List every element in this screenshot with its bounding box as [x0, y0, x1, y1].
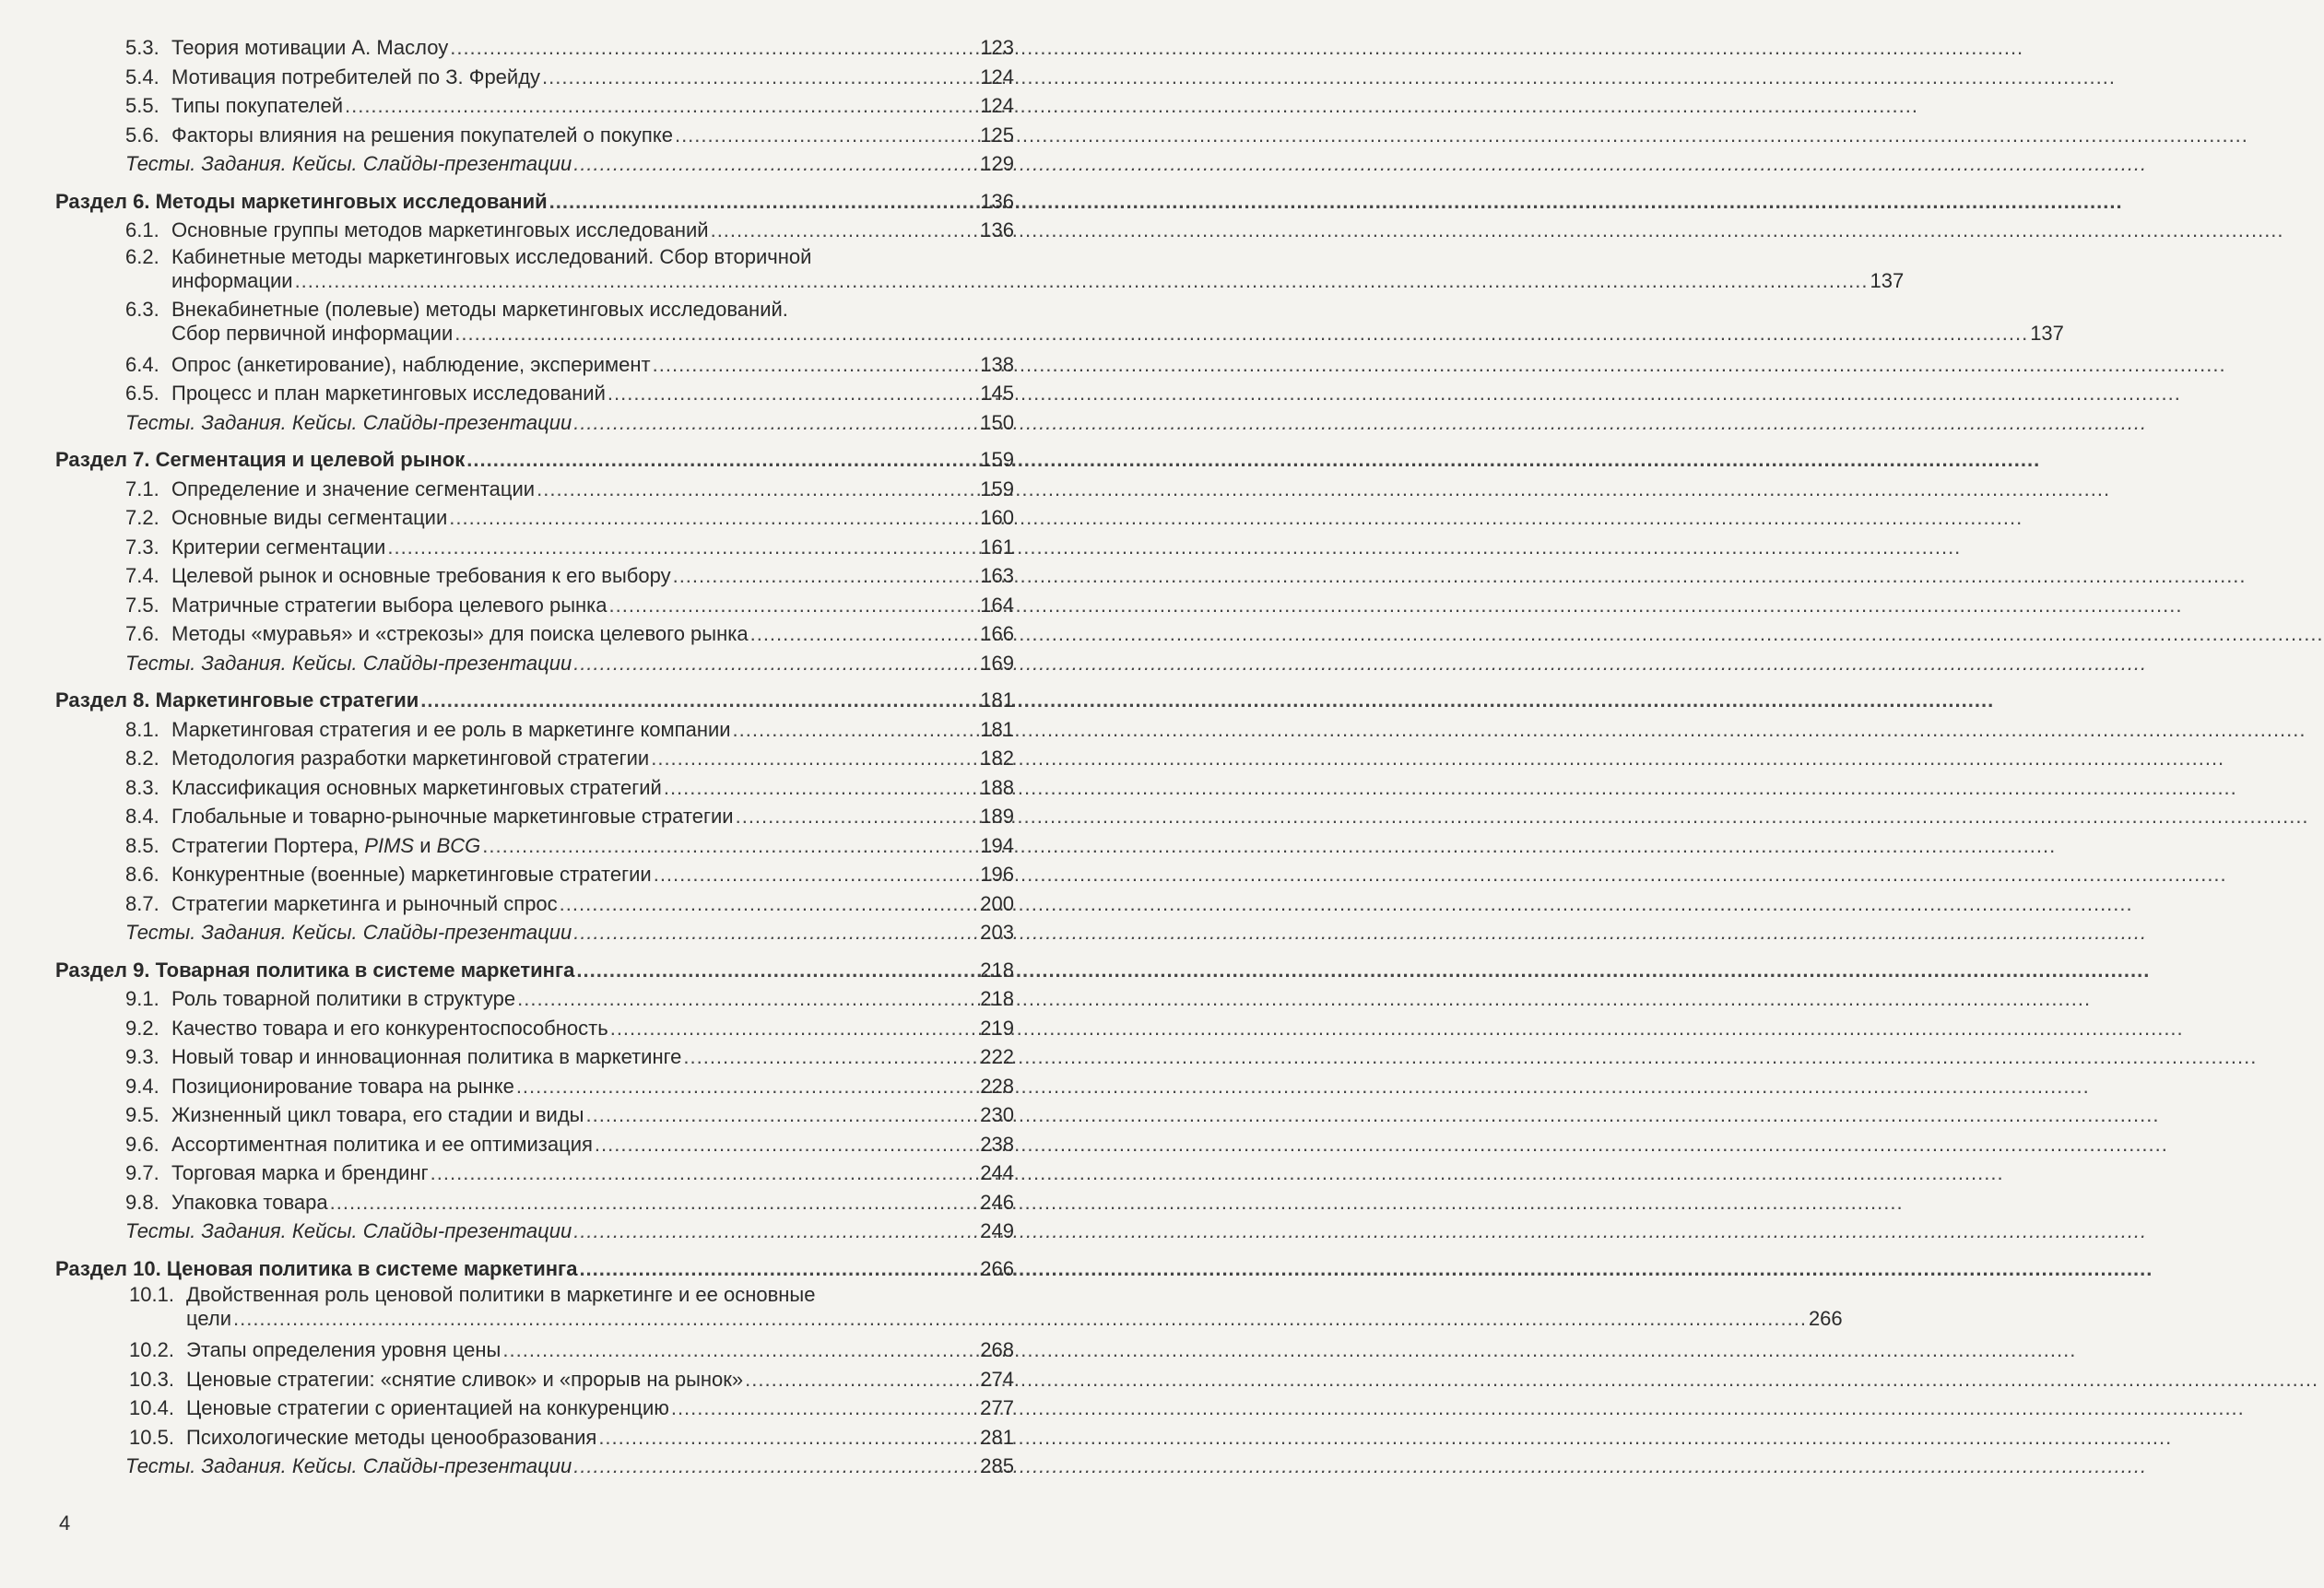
toc-entry	[55, 1159, 1014, 1188]
entry-title-line1: Внекабинетные (полевые) методы маркетинговых исследований.	[171, 297, 788, 321]
entry-number: 9.6.	[125, 1132, 159, 1156]
entry-title: Раздел 9. Товарная политика в системе маркетинга	[55, 958, 575, 982]
entry-page: 181	[980, 717, 1014, 741]
entry-number: 7.1.	[125, 476, 159, 500]
dot-leader	[387, 533, 978, 562]
entry-title: Раздел 10. Ценовая политика в системе маркетинга	[55, 1256, 578, 1280]
dot-leader	[673, 561, 979, 591]
entry-number: 7.2.	[125, 506, 159, 529]
entry-title: Упаковка товара	[171, 1190, 328, 1214]
entry-number: 9.3.	[125, 1045, 159, 1068]
entry-page: 164	[980, 593, 1014, 617]
entry-number: 9.8.	[125, 1190, 159, 1214]
dot-leader	[573, 408, 978, 438]
entry-page: 136	[980, 189, 1014, 213]
toc-entry	[55, 744, 1014, 773]
dot-leader	[579, 1254, 978, 1284]
entry-title: Мотивация потребителей по З. Фрейду	[171, 65, 541, 88]
entry-number: 9.7.	[125, 1161, 159, 1184]
toc-entry	[55, 889, 1014, 919]
entry-number: 10.3.	[129, 1367, 174, 1391]
entry-title: Основные виды сегментации	[171, 506, 448, 529]
entry-number: 7.4.	[125, 564, 159, 587]
entry-title: Матричные стратегии выбора целевого рынка	[171, 593, 608, 617]
entry-number: 8.4.	[125, 805, 159, 828]
toc-tests	[55, 408, 1014, 438]
toc-section	[55, 187, 1014, 217]
toc-entry	[55, 216, 1014, 245]
entry-page: 249	[980, 1219, 1014, 1242]
dot-leader	[608, 379, 978, 408]
entry-page: 181	[980, 688, 1014, 712]
entry-number: 9.5.	[125, 1103, 159, 1126]
entry-title: Ценовые стратегии с ориентацией на конкуренцию	[186, 1396, 669, 1419]
toc-entry	[55, 802, 1014, 831]
entry-page: 163	[980, 564, 1014, 587]
dot-leader	[675, 121, 978, 150]
entry-page: 189	[980, 805, 1014, 828]
entry-title-line1: Двойственная роль ценовой политики в маркетинге и ее основные	[186, 1283, 816, 1306]
entry-number: 8.1.	[125, 717, 159, 741]
toc-entry	[55, 33, 1014, 63]
entry-page: 277	[980, 1396, 1014, 1419]
toc-entry	[55, 773, 1014, 803]
dot-leader	[651, 744, 978, 773]
entry-page: 222	[980, 1045, 1014, 1068]
entry-title: Определение и значение сегментации	[171, 476, 536, 500]
entry-title-line2: информации	[171, 268, 293, 292]
entry-page: 182	[980, 747, 1014, 770]
toc-entry	[55, 533, 1014, 562]
dot-leader	[736, 802, 979, 831]
entry-number: 10.5.	[129, 1425, 174, 1449]
entry-title: Факторы влияния на решения покупателей о покупке	[171, 123, 673, 147]
entry-page: 159	[980, 448, 1014, 471]
entry-page: 188	[980, 775, 1014, 799]
dot-leader	[233, 1307, 1807, 1331]
entry-title: Опрос (анкетирование), наблюдение, эксперимент	[171, 352, 651, 376]
toc-tests	[55, 1452, 1014, 1481]
entry-number: 8.3.	[125, 775, 159, 799]
toc-entry	[55, 1014, 1014, 1043]
page-number: 4	[59, 1512, 71, 1535]
entry-title: Тесты. Задания. Кейсы. Слайды-презентации	[125, 152, 572, 175]
toc-entry	[55, 1188, 1014, 1217]
entry-title: Целевой рынок и основные требования к его выбору	[171, 564, 671, 587]
toc-entry	[55, 1423, 1014, 1453]
entry-title: Маркетинговая стратегия и ее роль в маркетинге компании	[171, 717, 731, 741]
toc-entry	[55, 1100, 1014, 1130]
entry-title: Тесты. Задания. Кейсы. Слайды-презентации	[125, 651, 572, 675]
entry-title: Тесты. Задания. Кейсы. Слайды-презентации	[125, 1454, 572, 1477]
entry-page: 166	[980, 622, 1014, 645]
dot-leader	[466, 445, 978, 475]
dot-leader	[654, 860, 979, 889]
toc-entry	[55, 350, 1014, 380]
toc-entry	[55, 561, 1014, 591]
toc-section	[55, 686, 1014, 715]
dot-leader	[330, 1188, 979, 1217]
entry-page: 230	[980, 1103, 1014, 1126]
toc-entry	[55, 379, 1014, 408]
toc-tests	[55, 918, 1014, 947]
toc-entry	[55, 1072, 1014, 1101]
dot-leader	[683, 1042, 978, 1072]
toc-entry	[55, 121, 1014, 150]
dot-leader	[449, 503, 978, 533]
toc-entry	[55, 63, 1014, 92]
entry-number: 5.3.	[125, 36, 159, 59]
dot-leader	[549, 187, 979, 217]
toc-entry	[55, 591, 1014, 620]
entry-title: Классификация основных маркетинговых стратегий	[171, 775, 662, 799]
entry-title: Психологические методы ценообразования	[186, 1425, 597, 1449]
entry-title: Методы «муравья» и «стрекозы» для поиска целевого рынка	[171, 622, 749, 645]
dot-leader	[745, 1365, 978, 1394]
dot-leader	[345, 91, 978, 121]
toc-section	[55, 956, 1014, 985]
entry-page: 125	[980, 123, 1014, 147]
dot-leader	[750, 619, 979, 649]
toc-entry	[55, 1365, 1014, 1394]
toc-entry	[55, 475, 1014, 504]
entry-title: Конкурентные (военные) маркетинговые стратегии	[171, 863, 652, 886]
dot-leader	[573, 649, 978, 678]
entry-number: 6.3.	[125, 297, 159, 321]
entry-title: Основные группы методов маркетинговых исследований	[171, 218, 709, 241]
dot-leader	[502, 1335, 978, 1365]
dot-leader	[573, 1217, 978, 1246]
entry-title: Стратегии маркетинга и рыночный спрос	[171, 891, 558, 915]
entry-number: 5.4.	[125, 65, 159, 88]
entry-title-line1: Кабинетные методы маркетинговых исследований. Сбор вторичной	[171, 244, 812, 268]
entry-page: 244	[980, 1161, 1014, 1184]
dot-leader	[653, 350, 979, 380]
entry-number: 6.4.	[125, 352, 159, 376]
entry-title: Этапы определения уровня цены	[186, 1338, 501, 1361]
entry-number: 9.4.	[125, 1074, 159, 1098]
entry-title: Ассортиментная политика и ее оптимизация	[171, 1132, 593, 1156]
toc-entry	[55, 1130, 1014, 1159]
dot-leader	[733, 715, 979, 745]
entry-title: Глобальные и товарно-рыночные маркетинговые стратегии	[171, 805, 734, 828]
entry-title: Тесты. Задания. Кейсы. Слайды-презентации	[125, 1219, 572, 1242]
toc-entry	[55, 860, 1014, 889]
entry-page: 161	[980, 535, 1014, 559]
entry-page: 145	[980, 382, 1014, 405]
dot-leader	[585, 1100, 978, 1130]
entry-title-line2: цели	[186, 1307, 231, 1330]
toc-tests	[55, 649, 1014, 678]
dot-leader	[537, 475, 978, 504]
entry-number: 7.5.	[125, 593, 159, 617]
toc-entry	[55, 1335, 1014, 1365]
entry-page: 268	[980, 1338, 1014, 1361]
entry-number: 8.6.	[125, 863, 159, 886]
dot-leader	[517, 984, 978, 1014]
toc-entry	[55, 503, 1014, 533]
entry-title: Жизненный цикл товара, его стадии и виды	[171, 1103, 584, 1126]
entry-page: 246	[980, 1190, 1014, 1214]
entry-page: 266	[980, 1256, 1014, 1280]
entry-page: 124	[980, 94, 1014, 117]
entry-page: 218	[980, 987, 1014, 1010]
entry-page: 137	[1870, 268, 1905, 292]
entry-page: 123	[980, 36, 1014, 59]
toc-entry	[55, 91, 1014, 121]
dot-leader	[573, 918, 978, 947]
toc-entry	[55, 984, 1014, 1014]
dot-leader	[595, 1130, 978, 1159]
entry-title: Стратегии Портера, PIMS и BCG	[171, 833, 481, 857]
entry-title: Тесты. Задания. Кейсы. Слайды-презентации	[125, 410, 572, 434]
toc-entry	[55, 715, 1014, 745]
entry-title: Типы покупателей	[171, 94, 343, 117]
toc-entry	[55, 619, 1014, 649]
dot-leader	[609, 591, 979, 620]
table-of-contents	[55, 33, 2064, 1481]
entry-page: 203	[980, 921, 1014, 944]
entry-page: 285	[980, 1454, 1014, 1477]
entry-number: 7.6.	[125, 622, 159, 645]
entry-page: 150	[980, 410, 1014, 434]
entry-title: Теория мотивации А. Маслоу	[171, 36, 449, 59]
toc-tests	[55, 1217, 1014, 1246]
entry-title: Тесты. Задания. Кейсы. Слайды-презентации	[125, 921, 572, 944]
entry-title: Раздел 7. Сегментация и целевой рынок	[55, 448, 466, 471]
entry-title: Позиционирование товара на рынке	[171, 1074, 514, 1098]
entry-page: 281	[980, 1425, 1014, 1449]
entry-title: Качество товара и его конкурентоспособность	[171, 1016, 608, 1040]
entry-title: Методология разработки маркетинговой стратегии	[171, 747, 650, 770]
dot-leader	[711, 216, 979, 245]
entry-number: 10.1.	[129, 1283, 174, 1306]
entry-page: 218	[980, 958, 1014, 982]
entry-page: 124	[980, 65, 1014, 88]
dot-leader	[560, 889, 979, 919]
toc-section	[55, 1254, 1014, 1284]
entry-number: 5.5.	[125, 94, 159, 117]
entry-page: 136	[980, 218, 1014, 241]
entry-number: 5.6.	[125, 123, 159, 147]
entry-title: Новый товар и инновационная политика в маркетинге	[171, 1045, 682, 1068]
dot-leader	[454, 322, 2028, 346]
dot-leader	[516, 1072, 978, 1101]
entry-number: 6.2.	[125, 244, 159, 268]
entry-page: 200	[980, 891, 1014, 915]
dot-leader	[482, 831, 978, 861]
entry-title: Роль товарной политики в структуре	[171, 987, 516, 1010]
entry-page: 160	[980, 506, 1014, 529]
dot-leader	[598, 1423, 978, 1453]
dot-leader	[420, 686, 978, 715]
entry-number: 8.7.	[125, 891, 159, 915]
entry-title: Критерии сегментации	[171, 535, 386, 559]
entry-number: 10.4.	[129, 1396, 174, 1419]
dot-leader	[576, 956, 978, 985]
entry-number: 8.5.	[125, 833, 159, 857]
toc-entry	[55, 1042, 1014, 1072]
entry-page: 194	[980, 833, 1014, 857]
dot-leader	[573, 149, 978, 179]
entry-number: 6.5.	[125, 382, 159, 405]
dot-leader	[542, 63, 978, 92]
toc-entry	[55, 244, 1905, 293]
entry-number: 7.3.	[125, 535, 159, 559]
entry-title-line2: Сбор первичной информации	[171, 321, 454, 345]
entry-page: 274	[980, 1367, 1014, 1391]
dot-leader	[450, 33, 978, 63]
entry-title: Процесс и план маркетинговых исследований	[171, 382, 606, 405]
entry-number: 6.1.	[125, 218, 159, 241]
entry-title: Торговая марка и брендинг	[171, 1161, 429, 1184]
dot-leader	[573, 1452, 978, 1481]
toc-tests	[55, 149, 1014, 179]
entry-number: 8.2.	[125, 747, 159, 770]
entry-page: 137	[2030, 321, 2064, 345]
entry-page: 159	[980, 476, 1014, 500]
entry-title: Раздел 8. Маркетинговые стратегии	[55, 688, 419, 712]
entry-title: Ценовые стратегии: «снятие сливок» и «прорыв на рынок»	[186, 1367, 744, 1391]
entry-number: 10.2.	[129, 1338, 174, 1361]
entry-page: 138	[980, 352, 1014, 376]
dot-leader	[610, 1014, 979, 1043]
toc-entry	[55, 831, 1014, 861]
entry-page: 129	[980, 152, 1014, 175]
entry-page: 196	[980, 863, 1014, 886]
dot-leader	[295, 269, 1869, 293]
entry-page: 266	[1808, 1307, 1843, 1330]
entry-page: 228	[980, 1074, 1014, 1098]
toc-entry	[55, 297, 2064, 346]
entry-number: 9.2.	[125, 1016, 159, 1040]
entry-number: 9.1.	[125, 987, 159, 1010]
dot-leader	[671, 1394, 978, 1423]
toc-entry	[55, 1283, 1843, 1331]
toc-section	[55, 445, 1014, 475]
entry-page: 238	[980, 1132, 1014, 1156]
dot-leader	[664, 773, 978, 803]
toc-entry	[55, 1394, 1014, 1423]
entry-page: 169	[980, 651, 1014, 675]
dot-leader	[431, 1159, 979, 1188]
entry-title: Раздел 6. Методы маркетинговых исследований	[55, 189, 548, 213]
entry-page: 219	[980, 1016, 1014, 1040]
